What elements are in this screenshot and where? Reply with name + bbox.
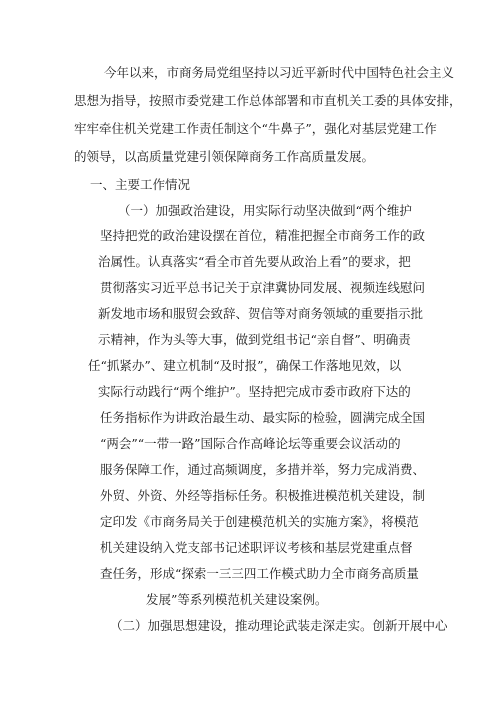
body-line-15: 发展”等系列模范机关建设案例。 <box>146 592 328 607</box>
intro-line-2: 思想为指导，按照市委党建工作总体部署和市直机关工委的具体安排， <box>74 93 462 108</box>
subsection-heading-2: （二）加强思想建设，推动理论武装走深走实。创新开展中心 <box>110 618 448 633</box>
intro-line-1: 今年以来，市商务局党组坚持以习近平新时代中国特色社会主义 <box>104 65 455 80</box>
body-line-10: 服务保障工作，通过高频调度，多措并举，努力完成消费、 <box>100 462 426 477</box>
body-line-14: 查任务，形成“探索一三三四工作模式助力全市商务高质量 <box>100 566 419 581</box>
body-line-1: 坚持把党的政治建设摆在首位，精准把握全市商务工作的政 <box>100 228 426 243</box>
section-heading: 一、主要工作情况 <box>90 177 191 192</box>
subsection-heading-1: （一）加强政治建设，用实际行动坚决做到“两个维护 <box>118 203 412 218</box>
body-line-5: 示精神，作为头等大事，做到党组书记“亲自督”、明确责 <box>98 332 411 347</box>
intro-line-4: 的领导，以高质量党建引领保障商务工作高质量发展。 <box>74 149 375 164</box>
intro-line-3: 牢牢牵住机关党建工作责任制这个“牛鼻子”，强化对基层党建工作 <box>74 121 437 136</box>
body-line-11: 外贸、外资、外经等指标任务。积极推进模范机关建设，制 <box>100 488 426 503</box>
body-line-7: 实际行动践行“两个维护”。坚持把完成市委市政府下达的 <box>98 384 411 399</box>
body-line-6: 任“抓紧办”、建立机制“及时报”，确保工作落地见效，以 <box>88 358 402 373</box>
body-line-8: 任务指标作为讲政治最生动、最实际的检验，圆满完成全国 <box>100 410 426 425</box>
body-line-12: 定印发《市商务局关于创建模范机关的实施方案》，将模范 <box>100 514 419 529</box>
body-line-13: 机关建设纳入党支部书记述职评议考核和基层党建重点督 <box>100 540 413 555</box>
body-line-4: 新发地市场和服贸会致辞、贺信等对商务领域的重要指示批 <box>98 306 424 321</box>
body-line-2: 治属性。认真落实“看全市首先要从政治上看”的要求，把 <box>98 254 411 269</box>
body-line-9: “两会”“一带一路”国际合作高峰论坛等重要会议活动的 <box>100 436 401 451</box>
body-line-3: 贯彻落实习近平总书记关于京津冀协同发展、视频连线慰问 <box>100 280 426 295</box>
